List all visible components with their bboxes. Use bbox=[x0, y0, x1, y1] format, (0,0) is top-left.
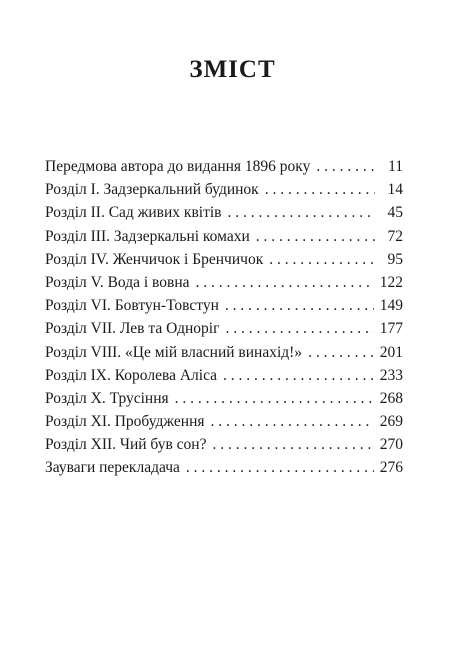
toc-entry-page: 11 bbox=[388, 158, 403, 175]
toc-entry bbox=[45, 201, 403, 224]
toc-dot-leader bbox=[175, 387, 374, 410]
toc-entry bbox=[45, 271, 403, 294]
toc-entry bbox=[45, 225, 403, 248]
toc-entry bbox=[45, 155, 403, 178]
toc-dot-leader bbox=[196, 271, 374, 294]
toc-entry-label: Розділ IV. Женчичок і Бренчичок bbox=[45, 250, 264, 268]
toc-dot-leader bbox=[308, 341, 374, 364]
toc-entry-label: Розділ ІІ. Сад живих квітів bbox=[45, 204, 222, 222]
toc-dot-leader bbox=[212, 433, 373, 456]
toc-entry-page: 269 bbox=[379, 413, 403, 431]
toc-dot-leader bbox=[225, 294, 374, 317]
toc-entry-label: Передмова автора до видання 1896 року bbox=[45, 158, 311, 175]
toc-entry-page: 233 bbox=[379, 366, 403, 384]
toc-entry-page: 72 bbox=[387, 227, 403, 245]
toc-dot-leader bbox=[211, 410, 374, 433]
toc-entry bbox=[45, 364, 403, 387]
toc-dot-leader bbox=[186, 456, 374, 479]
toc-entry bbox=[45, 178, 403, 201]
toc-entry-label: Розділ V. Вода і вовна bbox=[45, 273, 190, 291]
toc-entry bbox=[45, 341, 403, 364]
toc-dot-leader bbox=[265, 178, 375, 201]
toc-entry-page: 95 bbox=[387, 250, 403, 268]
toc-dot-leader bbox=[225, 317, 373, 340]
toc-dot-leader bbox=[227, 201, 375, 224]
toc-entry-page: 270 bbox=[379, 436, 403, 454]
toc-entry-label: Розділ ХІІ. Чий був сон? bbox=[45, 436, 207, 454]
toc-entry-page: 177 bbox=[379, 320, 403, 338]
toc-entry-page: 276 bbox=[379, 459, 403, 477]
toc-dot-leader bbox=[223, 364, 374, 387]
toc-entry-page: 149 bbox=[379, 297, 403, 315]
toc-entry-label: Розділ VIII. «Це мій власний винахід!» bbox=[45, 343, 303, 361]
toc-entry-label: Розділ ІІІ. Задзеркальні комахи bbox=[45, 227, 250, 245]
toc-entry-label: Зауваги перекладача bbox=[45, 459, 180, 477]
toc-entry-label: Розділ VII. Лев та Одноріг bbox=[45, 320, 220, 338]
toc-entry-label: Розділ ХІ. Пробудження bbox=[45, 413, 205, 431]
toc-entry bbox=[45, 456, 403, 479]
toc-entry-page: 122 bbox=[379, 273, 403, 291]
toc-dot-leader bbox=[256, 225, 375, 248]
toc-entry-page: 14 bbox=[387, 181, 403, 199]
toc-entry-page: 268 bbox=[379, 389, 403, 407]
toc-entry bbox=[45, 433, 403, 456]
table-of-contents bbox=[45, 155, 403, 480]
toc-dot-leader bbox=[269, 248, 375, 271]
toc-entry bbox=[45, 294, 403, 317]
toc-entry bbox=[45, 410, 403, 433]
toc-entry bbox=[45, 248, 403, 271]
toc-entry-label: Розділ ІХ. Королева Аліса bbox=[45, 366, 218, 384]
toc-entry-page: 201 bbox=[379, 343, 403, 361]
toc-entry-label: Розділ Х. Трусіння bbox=[45, 389, 169, 407]
toc-entry-label: Розділ І. Задзеркальний будинок bbox=[45, 181, 259, 199]
toc-entry bbox=[45, 387, 403, 410]
toc-dot-leader bbox=[316, 155, 375, 178]
toc-entry bbox=[45, 317, 403, 340]
toc-entry-label: Розділ VI. Бовтун-Товстун bbox=[45, 297, 219, 315]
toc-entry-page: 45 bbox=[387, 204, 403, 222]
page-title: ЗМІСТ bbox=[189, 56, 276, 83]
